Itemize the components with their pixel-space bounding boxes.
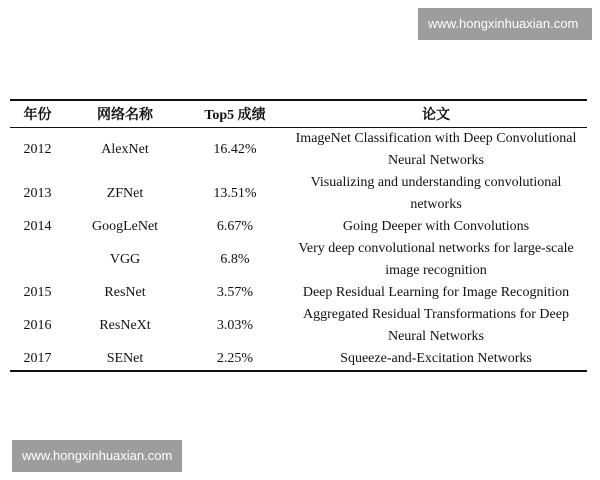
cell-year: 2014 bbox=[23, 219, 52, 234]
header-top5: Top5 成绩 bbox=[185, 100, 285, 128]
cell-network-name: AlexNet bbox=[101, 142, 149, 157]
table-row bbox=[10, 172, 587, 216]
table-row bbox=[10, 238, 587, 282]
table-row bbox=[10, 216, 587, 238]
cell-year: 2012 bbox=[23, 142, 52, 157]
cell-paper: Very deep convolutional networks for large-scale image recognition bbox=[298, 241, 574, 278]
cell-top5: 13.51% bbox=[213, 186, 257, 201]
cnn-results-table bbox=[10, 99, 587, 372]
watermark-bottom: www.hongxinhuaxian.com bbox=[12, 440, 182, 472]
cell-network-name: ResNeXt bbox=[99, 318, 151, 333]
table-row bbox=[10, 348, 587, 371]
cell-paper: Going Deeper with Convolutions bbox=[342, 219, 530, 234]
cell-year: 2015 bbox=[23, 285, 52, 300]
cell-year: 2016 bbox=[23, 318, 52, 333]
cell-network-name: GoogLeNet bbox=[91, 219, 159, 234]
table-header bbox=[10, 100, 587, 128]
table-row bbox=[10, 128, 587, 173]
cell-network-name: SENet bbox=[65, 348, 185, 371]
cell-paper: Aggregated Residual Transformations for Deep Neural Networks bbox=[303, 307, 569, 344]
header-row bbox=[10, 100, 587, 128]
cell-year: 2017 bbox=[10, 348, 65, 371]
header-paper: 论文 bbox=[285, 100, 587, 128]
cell-network-name: VGG bbox=[109, 252, 141, 267]
cell-top5: 16.42% bbox=[213, 142, 257, 157]
table-body bbox=[10, 128, 587, 372]
table-row bbox=[10, 282, 587, 304]
cell-paper: Deep Residual Learning for Image Recognition bbox=[302, 285, 570, 300]
cell-top5: 3.03% bbox=[216, 318, 254, 333]
cell-top5: 2.25% bbox=[185, 348, 285, 371]
cell-paper: Squeeze-and-Excitation Networks bbox=[285, 348, 587, 371]
cell-top5: 3.57% bbox=[216, 285, 254, 300]
header-network-name: 网络名称 bbox=[65, 100, 185, 128]
cell-paper: Visualizing and understanding convolutional networks bbox=[310, 175, 562, 212]
cell-year: 2013 bbox=[23, 186, 52, 201]
cell-top5: 6.67% bbox=[216, 219, 254, 234]
cell-network-name: ZFNet bbox=[106, 186, 144, 201]
watermark-top: www.hongxinhuaxian.com bbox=[418, 8, 592, 40]
cell-paper: ImageNet Classification with Deep Convolutional Neural Networks bbox=[295, 131, 577, 168]
cell-network-name: ResNet bbox=[104, 285, 146, 300]
header-year: 年份 bbox=[10, 100, 65, 128]
cell-top5: 6.8% bbox=[220, 252, 250, 267]
table-row bbox=[10, 304, 587, 348]
cell-year bbox=[10, 238, 65, 282]
